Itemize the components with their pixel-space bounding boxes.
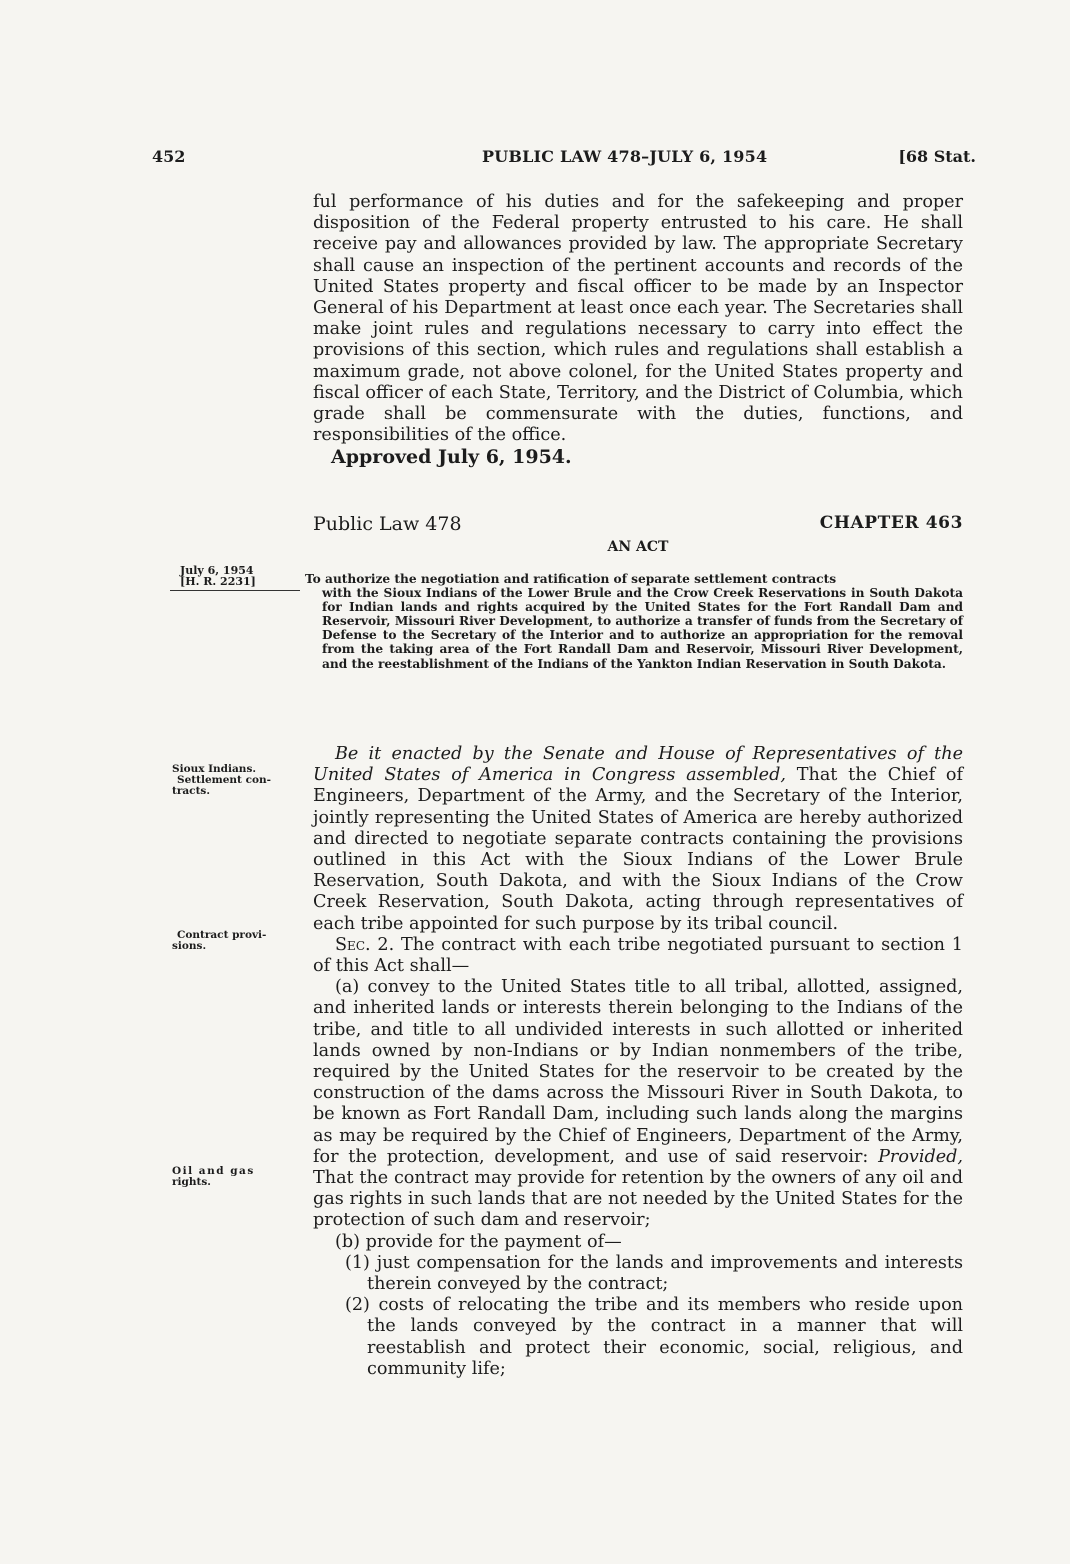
section-2-text: The contract with each tribe negotiated pursuant to section 1 of this Act shall— [313,934,964,977]
section-2-intro [313,935,963,977]
margin-note-line: Sioux Indians. [172,763,257,775]
clause-a-text: (a) convey to the United States title to all tribal, allotted, assigned, and inherited lands or interests therein belonging to the Indians of the tribe, and title to all undivided interests in such allotted or inherited lands owned by non-Indians or by Indian nonmembers of the tribe, required by the United States for the reservoir to be created by the construction of the dams across the Missouri River in South Dakota, to be known as Fort Randall Dam, including such lands along the margins as may be required by the Chief of Engineers, Department of the Army, for the protection, development, and use of said reservoir: [313,977,963,1167]
running-title: PUBLIC LAW 478–JULY 6, 1954 [482,147,768,166]
enacting-clause: Be it enacted by the Senate and House of Representatives of the United States of America in Congress assembled, [313,744,963,786]
margin-note-line: Oil and gas [172,1165,255,1177]
continuation-block [313,192,963,468]
margin-note-line: Settlement con- [177,774,271,786]
enacting-paragraph [313,744,963,935]
clause-a [313,977,963,1231]
margin-note-line: Contract provi- [177,929,267,941]
margin-date-line: July 6, 1954 [180,564,254,577]
margin-bill-number: [H. R. 2231] [180,575,256,588]
running-header [152,147,976,171]
section-2-label: Sec. 2. [335,934,395,955]
statute-reference: [68 Stat. [898,147,976,166]
act-purpose [305,572,963,671]
margin-date [180,565,256,587]
purpose-first-line: To authorize the negotiation and ratification of separate settlement contracts [305,572,837,586]
approval-line: Approved July 6, 1954. [331,446,572,469]
page-number: 452 [152,147,186,166]
margin-note-line: tracts. [172,785,210,797]
section-1-text: That the Chief of Engineers, Department of the Army, and the Secretary of the Interior, jointly representing the United States of America are hereby authorized and directed to negotiate separate contracts containing the provisions outlined in this Act with the Sioux Indians of the Lower Brule Reservation, South Dakota, and with the Sioux Indians of the Crow Creek Reservation, South Dakota, acting through representatives of each tribe appointed for such purpose by its tribal council. [313,765,963,934]
margin-note-settlement [172,764,271,797]
margin-note-line: rights. [172,1176,211,1188]
chapter-number: CHAPTER 463 [819,513,963,533]
clause-b: (b) provide for the payment of— [335,1231,622,1252]
margin-note-line: sions. [172,940,207,952]
act-text [313,744,963,1380]
law-heading [313,513,963,537]
margin-note-oil-gas [172,1166,255,1188]
provided-term: Provided, [878,1146,964,1167]
clause-a-proviso: That the contract may provide for retention by the owners of any oil and gas rights in such lands that are not needed by the United States for the protection of such dam and reservoir; [313,1168,963,1231]
act-label: AN ACT [607,539,669,555]
margin-rule [170,590,300,591]
margin-note-contract [172,930,266,952]
continuation-paragraph: ful performance of his duties and for the safekeeping and proper disposition of the Federal property entrusted to his care. He shall receive pay and allowances provided by law. The appropriate Secretary shall cause an inspection of the pertinent accounts and records of the United States property and fiscal officer to be made by an Inspector General of his Department at least once each year. The Secretaries shall make joint rules and regulations necessary to carry into effect the provisions of this section, which rules and regulations shall establish a maximum grade, not above colonel, for the United States property and fiscal officer of each State, Territory, and the District of Columbia, which grade shall be commensurate with the duties, functions, and responsibilities of the office. [313,192,963,446]
clause-b2: (2) costs of relocating the tribe and its members who reside upon the lands conveyed by the contract in a manner that will reestablish and protect their economic, social, religious, and community life; [345,1295,963,1379]
clause-b1: (1) just compensation for the lands and improvements and interests therein conveyed by the contract; [345,1252,963,1295]
public-law-number: Public Law 478 [313,513,462,535]
purpose-continuation: with the Sioux Indians of the Lower Brule and the Crow Creek Reservations in South Dakota for Indian lands and rights acquired by the United States for the Fort Randall Dam and Reservoir, Missouri River Development, to authorize a transfer of funds from the Secretary of Defense to the Secretary of the Interior and to authorize an appropriation for the removal from the taking area of the Fort Randall Dam and Reservoir, Missouri River Development, and the reestablishment of the Indians of the Yankton Indian Reservation in South Dakota. [322,586,963,671]
